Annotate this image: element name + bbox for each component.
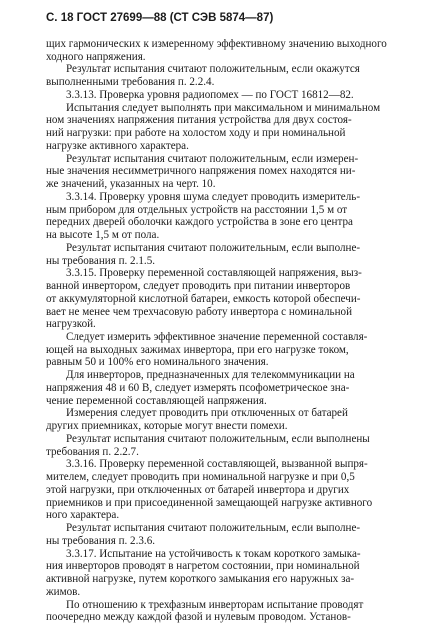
- text-line: нагрузке активного характера.: [46, 139, 189, 152]
- text-line: поочередно между каждой фазой и нулевым проводом. Установ-: [46, 611, 351, 624]
- text-line: активной нагрузке, путем короткого замыкания его наружных за-: [46, 573, 355, 586]
- text-line: Результат испытания считают положительным, если выполне-: [66, 522, 361, 535]
- text-line: ходного напряжения.: [46, 50, 146, 63]
- text-line: ного характера.: [46, 509, 120, 522]
- text-line: Испытания следует выполнять при максимальном и минимальном: [66, 101, 381, 114]
- text-line: напряжения 48 и 60 В, следует измерять псофометрическое зна-: [46, 381, 350, 394]
- text-line: ющей на выходных зажимах инвертора, при его нагрузке током,: [46, 343, 349, 356]
- text-line: Результат испытания считают положительным, если окажутся: [66, 63, 360, 76]
- text-line: 3.3.17. Испытание на устойчивость к токам короткого замыка-: [66, 547, 361, 560]
- text-line: ны требования п. 2.1.5.: [46, 254, 156, 267]
- text-line: По отношению к трехфазным инверторам испытание проводят: [66, 598, 364, 611]
- text-line: ном значениях напряжения питания устройства для двух состоя-: [46, 114, 352, 127]
- text-line: же значений, указанных на черт. 10.: [46, 178, 216, 191]
- text-line: ные значения несимметричного напряжения помех находятся ни-: [46, 165, 356, 178]
- text-line: нагрузкой.: [46, 318, 96, 331]
- text-line: вает не менее чем трехчасовую работу инвертора с номинальной: [46, 305, 353, 318]
- text-line: требования п. 2.2.7.: [46, 445, 139, 458]
- text-line: 3.3.15. Проверку переменной составляющей напряжения, выз-: [66, 267, 362, 280]
- text-line: приемников и при присоединенной замещающей нагрузке активного: [46, 496, 373, 509]
- text-line: ны требования п. 2.3.6.: [46, 534, 156, 547]
- text-line: мителем, следует проводить при номинальной нагрузке и при 0,5: [46, 471, 355, 484]
- text-line: 3.3.13. Проверка уровня радиопомех — по ГОСТ 16812—82.: [66, 88, 354, 101]
- text-line: выполненными требования п. 2.2.4.: [46, 76, 215, 89]
- text-line: других приемниках, которые могут внести помехи.: [46, 420, 288, 433]
- text-line: ний нагрузки: при работе на холостом ходу и при номинальной: [46, 127, 346, 140]
- text-line: передних дверей оболочки каждого устройства в зоне его центра: [46, 216, 353, 229]
- text-line: этой нагрузки, при отключенных от батарей инвертора и других: [46, 483, 350, 496]
- text-line: равным 50 и 100% его номинального значения.: [46, 356, 269, 369]
- text-line: Для инверторов, предназначенных для телекоммуникации на: [66, 369, 355, 382]
- text-line: Результат испытания считают положительным, если выполнены: [66, 432, 370, 445]
- page-header: С. 18 ГОСТ 27699—88 (СТ СЭВ 5874—87): [46, 12, 274, 24]
- text-line: ванной инвертором, следует проводить при питании инверторов: [46, 280, 351, 293]
- text-line: щих гармонических к измеренному эффективному значению выходного: [46, 38, 387, 50]
- text-line: жимов.: [46, 585, 81, 598]
- text-line: Следует измерить эффективное значение переменной составля-: [66, 331, 368, 343]
- text-line: на высоте 1,5 м от пола.: [46, 229, 160, 242]
- text-line: Результат испытания считают положительным, если выполне-: [66, 241, 361, 254]
- text-line: Результат испытания считают положительным, если измерен-: [66, 152, 359, 165]
- text-line: ния инверторов проводят в нагретом состоянии, при номинальной: [46, 560, 360, 573]
- text-line: 3.3.14. Проверку уровня шума следует проводить измеритель-: [66, 190, 361, 203]
- text-line: чение переменной составляющей напряжения.: [46, 394, 267, 407]
- text-line: от аккумуляторной кислотной батареи, емкость которой обеспечи-: [46, 292, 361, 305]
- text-line: 3.3.16. Проверку переменной составляющей, вызванной выпря-: [66, 458, 368, 471]
- text-line: Измерения следует проводить при отключенных от батарей: [66, 407, 348, 420]
- text-line: ным прибором для отдельных устройств на расстоянии 1,5 м от: [46, 203, 348, 216]
